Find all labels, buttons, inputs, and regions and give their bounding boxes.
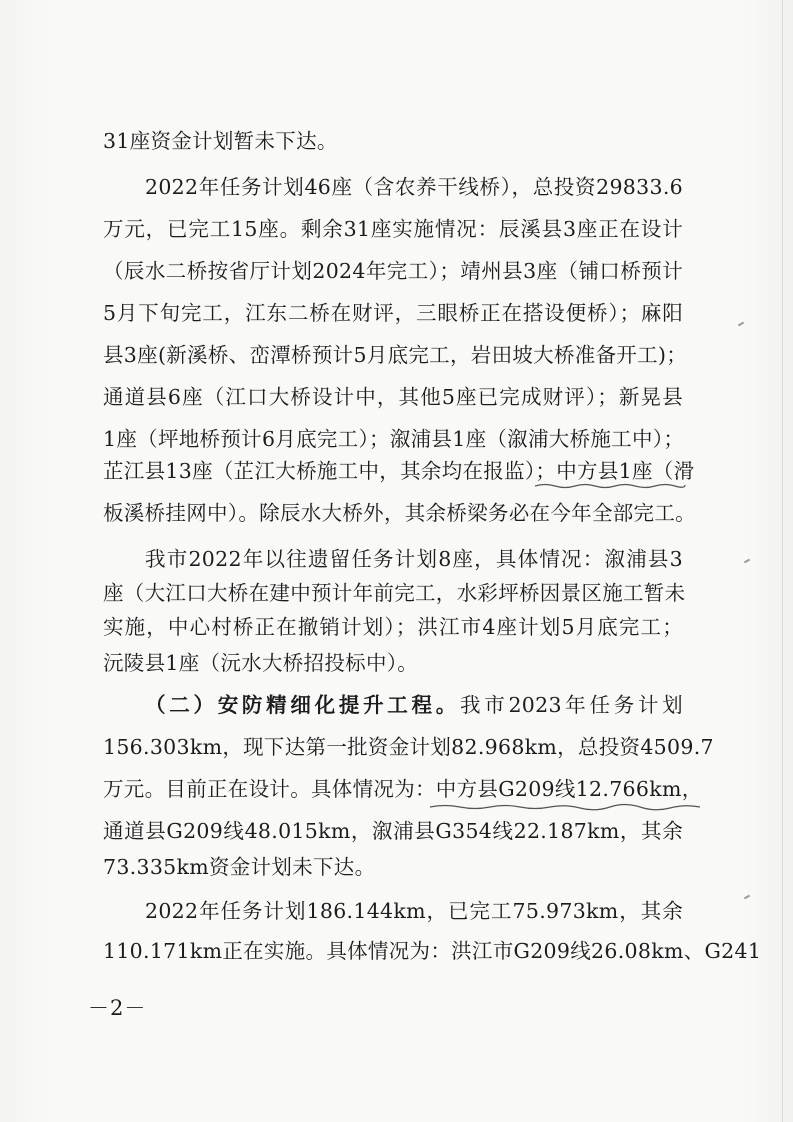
text-line: 板溪桥挂网中）。除辰水大桥外，其余桥梁务必在今年全部完工。 [103, 501, 696, 525]
text-line: （辰水二桥按省厅计划2024年完工）；靖州县3座（铺口桥预计 [103, 259, 683, 283]
text-line: 万元。目前正在设计。具体情况为：中方县G209线12.766km， [103, 777, 703, 801]
text-line: 县3座(新溪桥、峦潭桥预计5月底完工，岩田坡大桥准备开工)； [103, 343, 688, 367]
text-line: 座（大江口大桥在建中预计年前完工，水彩坪桥因景区施工暂未 [103, 581, 686, 605]
text-line: 通道县G209线48.015km，溆浦县G354线22.187km，其余 [103, 819, 683, 843]
text-span: 我市2023年任务计划 [460, 693, 683, 717]
text-line: 110.171km正在实施。具体情况为：洪江市G209线26.08km、G241 [103, 939, 762, 963]
text-line: 我市2022年以往遗留任务计划8座，具体情况：溆浦县3 [145, 547, 683, 571]
text-line: 1座（坪地桥预计6月底完工）；溆浦县1座（溆浦大桥施工中）； [103, 427, 685, 451]
text-line: 沅陵县1座（沅水大桥招投标中）。 [103, 651, 419, 675]
text-line: 2022年任务计划186.144km，已完工75.973km，其余 [145, 899, 683, 923]
page-number: －2－ [88, 996, 147, 1020]
text-line: 2022年任务计划46座（含农养干线桥），总投资29833.6 [145, 175, 683, 199]
handwritten-underline [535, 482, 685, 490]
text-line: 万元，已完工15座。剩余31座实施情况：辰溪县3座正在设计 [103, 217, 683, 241]
text-line: 31座资金计划暂未下达。 [103, 129, 338, 153]
scan-mark [744, 559, 750, 564]
text-line: 芷江县13座（芷江大桥施工中，其余均在报监）；中方县1座（滑 [103, 459, 695, 483]
page-edge [782, 0, 783, 1122]
text-line: 156.303km，现下达第一批资金计划82.968km，总投资4509.7 [103, 735, 714, 759]
scan-mark [738, 322, 744, 327]
handwritten-underline [430, 802, 700, 812]
section-heading: （二）安防精细化提升工程。 [145, 693, 460, 717]
text-line [145, 690, 683, 720]
text-line: 实施，中心村桥正在撤销计划）；洪江市4座计划5月底完工； [103, 615, 683, 639]
text-line: 5月下旬完工，江东二桥在财评，三眼桥正在搭设便桥）；麻阳 [103, 301, 683, 325]
text-line: 73.335km资金计划未下达。 [103, 855, 376, 879]
text-line: 通道县6座（江口大桥设计中，其他5座已完成财评）；新晃县 [103, 385, 683, 409]
scan-mark [744, 895, 750, 900]
